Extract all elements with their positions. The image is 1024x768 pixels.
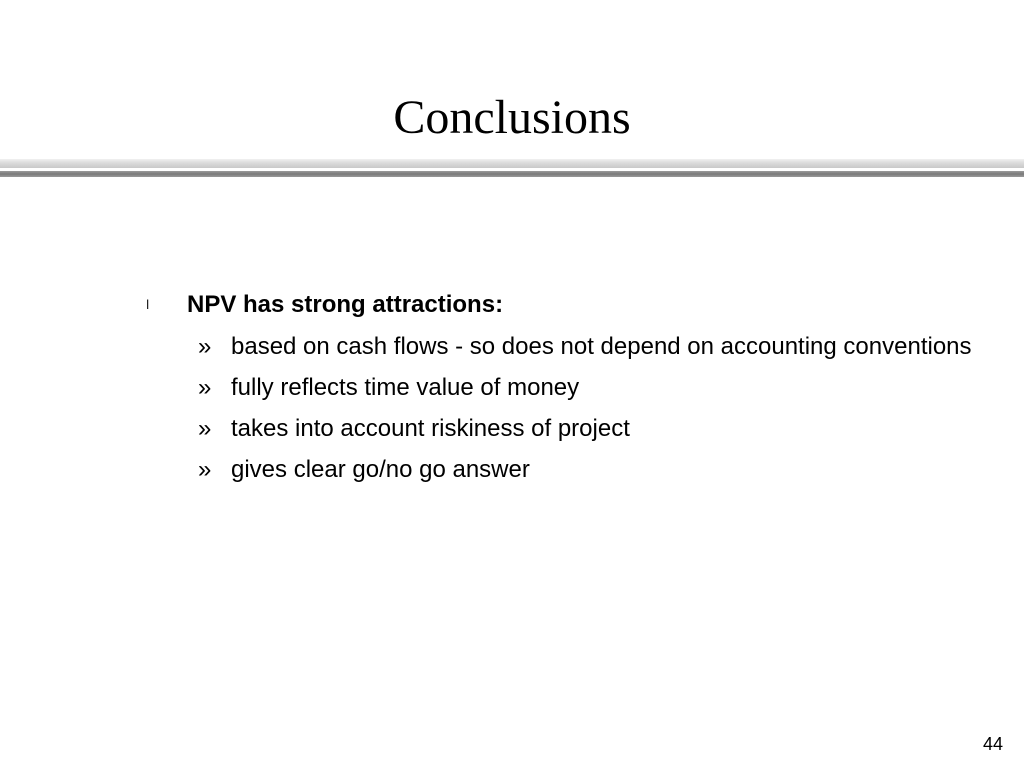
bullet-marker-icon: l bbox=[146, 298, 150, 312]
sub-bullet-text: based on cash flows - so does not depend on accounting conventions bbox=[231, 333, 972, 360]
bullet-heading: NPV has strong attractions: bbox=[187, 291, 504, 318]
sub-bullet-text: gives clear go/no go answer bbox=[231, 456, 530, 483]
sub-bullet-text: fully reflects time value of money bbox=[231, 374, 580, 401]
sub-bullet-marker: » bbox=[198, 333, 212, 360]
sub-bullet-text: takes into account riskiness of project bbox=[231, 415, 630, 442]
sub-bullet-marker: » bbox=[198, 456, 212, 483]
sub-bullet-item bbox=[198, 372, 978, 404]
page-number: 44 bbox=[982, 734, 1003, 754]
sub-bullet-item bbox=[198, 413, 978, 445]
slide-title: Conclusions bbox=[393, 91, 631, 144]
sub-bullet-item bbox=[198, 331, 978, 363]
title-divider-dark bbox=[0, 171, 1024, 177]
sub-bullet-marker: » bbox=[198, 415, 212, 442]
title-divider-light bbox=[0, 159, 1024, 168]
sub-bullet-item bbox=[198, 454, 978, 486]
sub-bullet-list bbox=[198, 331, 978, 495]
sub-bullet-marker: » bbox=[198, 374, 212, 401]
